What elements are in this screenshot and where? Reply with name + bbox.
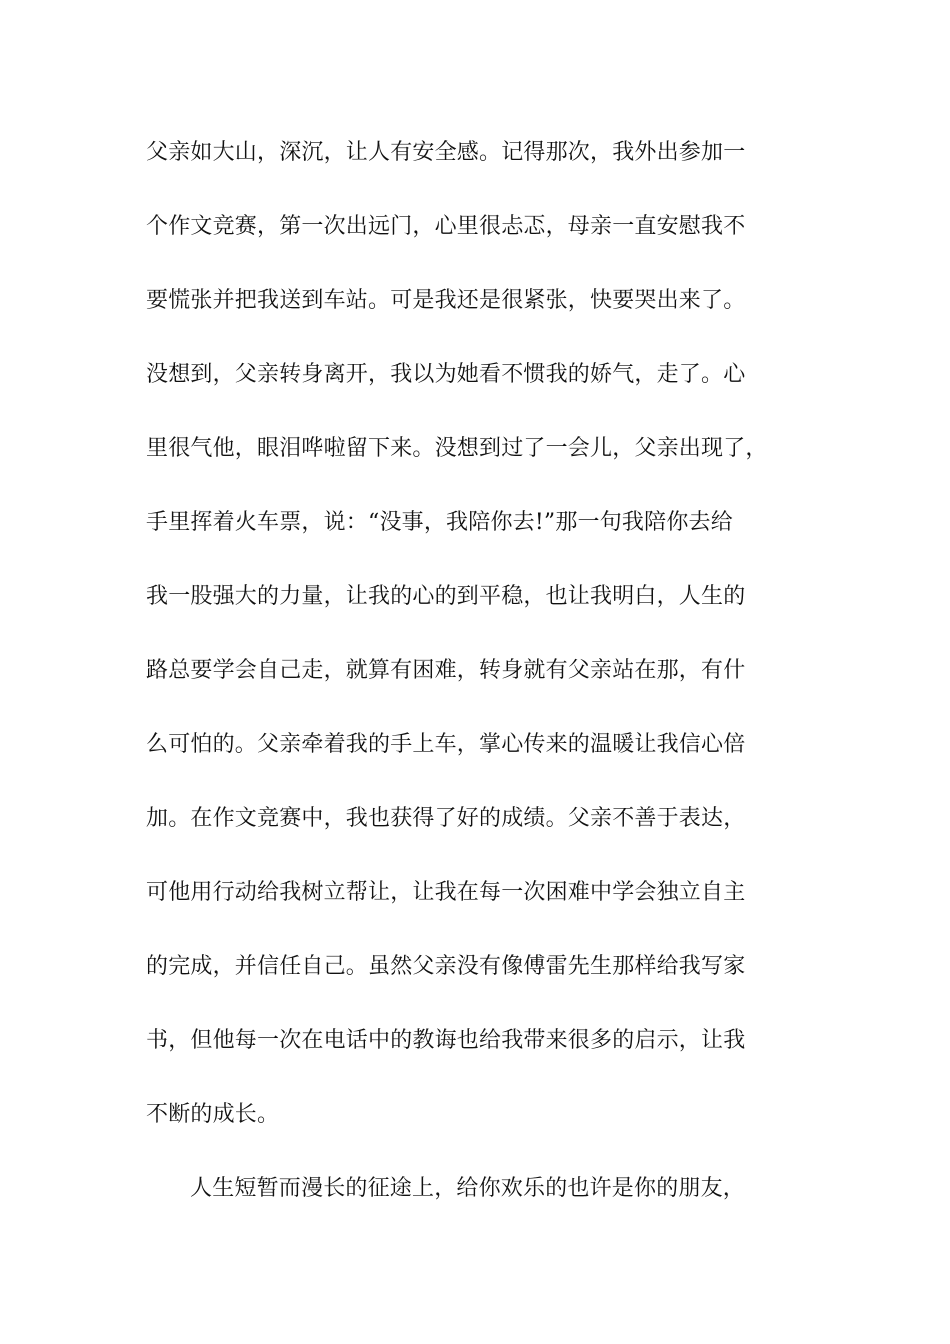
text-line: 路总要学会自己走，就算有困难，转身就有父亲站在那，有什 bbox=[146, 658, 746, 683]
text-line: 手里挥着火车票，说：“没事，我陪你去!”那一句我陪你去给 bbox=[146, 510, 733, 535]
text-line: 书，但他每一次在电话中的教诲也给我带来很多的启示，让我 bbox=[146, 1028, 746, 1053]
text-line: 个作文竞赛，第一次出远门，心里很忐忑，母亲一直安慰我不 bbox=[146, 214, 746, 239]
text-line: 里很气他，眼泪哗啦留下来。没想到过了一会儿，父亲出现了， bbox=[146, 436, 768, 461]
text-line: 加。在作文竞赛中，我也获得了好的成绩。父亲不善于表达， bbox=[146, 806, 746, 831]
text-line: 么可怕的。父亲牵着我的手上车，掌心传来的温暖让我信心倍 bbox=[146, 732, 746, 757]
text-line: 的完成，并信任自己。虽然父亲没有像傅雷先生那样给我写家 bbox=[146, 954, 746, 979]
text-line: 我一股强大的力量，让我的心的到平稳，也让我明白，人生的 bbox=[146, 584, 746, 609]
text-line: 没想到，父亲转身离开，我以为她看不惯我的娇气，走了。心 bbox=[146, 362, 746, 387]
text-line: 要慌张并把我送到车站。可是我还是很紧张，快要哭出来了。 bbox=[146, 288, 746, 313]
text-line: 可他用行动给我树立帮让，让我在每一次困难中学会独立自主 bbox=[146, 880, 746, 905]
paragraph-first-line: 人生短暂而漫长的征途上，给你欢乐的也许是你的朋友， bbox=[190, 1176, 746, 1201]
text-line: 父亲如大山，深沉，让人有安全感。记得那次，我外出参加一 bbox=[146, 140, 746, 165]
text-line: 不断的成长。 bbox=[146, 1102, 280, 1127]
